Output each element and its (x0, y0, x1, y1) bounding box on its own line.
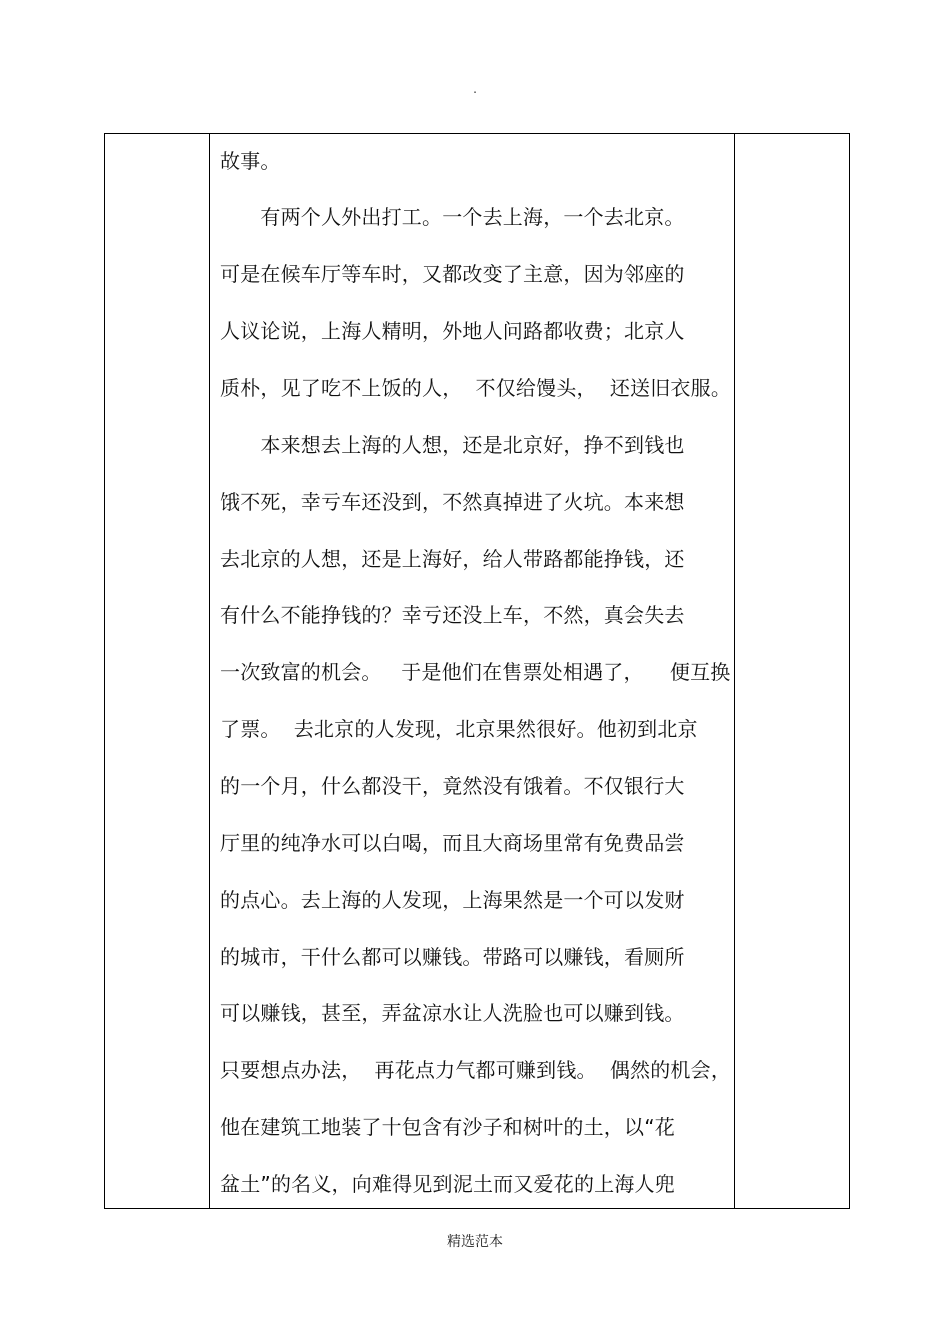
text-line: 盆土”的名义，向难得见到泥土而又爱花的上海人兜 (220, 1172, 675, 1196)
text-line: 一次致富的机会。 于是他们在售票处相遇了， 便互换 (220, 660, 731, 684)
header-mark: . (473, 82, 477, 96)
text-line: 可是在候车厅等车时，又都改变了主意，因为邻座的 (220, 262, 685, 286)
text-line: 可以赚钱，甚至，弄盆凉水让人洗脸也可以赚到钱。 (220, 1001, 685, 1025)
text-line: 的城市，干什么都可以赚钱。带路可以赚钱，看厕所 (220, 945, 685, 969)
text-line: 饿不死，幸亏车还没到，不然真掉进了火坑。本来想 (220, 490, 685, 514)
text-line: 了票。 去北京的人发现，北京果然很好。他初到北京 (220, 717, 698, 741)
text-line: 只要想点办法， 再花点力气都可赚到钱。 偶然的机会， (220, 1058, 732, 1082)
text-line: 有两个人外出打工。一个去上海，一个去北京。 (220, 205, 685, 229)
text-line: 去北京的人想，还是上海好，给人带路都能挣钱，还 (220, 547, 685, 571)
table-column-divider-left (209, 134, 210, 1208)
text-line: 的点心。去上海的人发现，上海果然是一个可以发财 (220, 888, 685, 912)
text-line: 的一个月，什么都没干，竟然没有饿着。不仅银行大 (220, 774, 685, 798)
text-line: 质朴，见了吃不上饭的人， 不仅给馒头， 还送旧衣服。 (220, 376, 732, 400)
content-table (104, 133, 850, 1209)
text-line: 有什么不能挣钱的？幸亏还没上车，不然，真会失去 (220, 603, 685, 627)
text-line: 他在建筑工地装了十包含有沙子和树叶的土，以“花 (220, 1115, 675, 1139)
text-line: 故事。 (220, 149, 281, 173)
table-column-divider-right (734, 134, 735, 1208)
page-footer-label: 精选范本 (447, 1234, 503, 1250)
text-line: 人议论说，上海人精明，外地人问路都收费；北京人 (220, 319, 685, 343)
text-line: 本来想去上海的人想，还是北京好，挣不到钱也 (220, 433, 685, 457)
text-line: 厅里的纯净水可以白喝，而且大商场里常有免费品尝 (220, 831, 685, 855)
